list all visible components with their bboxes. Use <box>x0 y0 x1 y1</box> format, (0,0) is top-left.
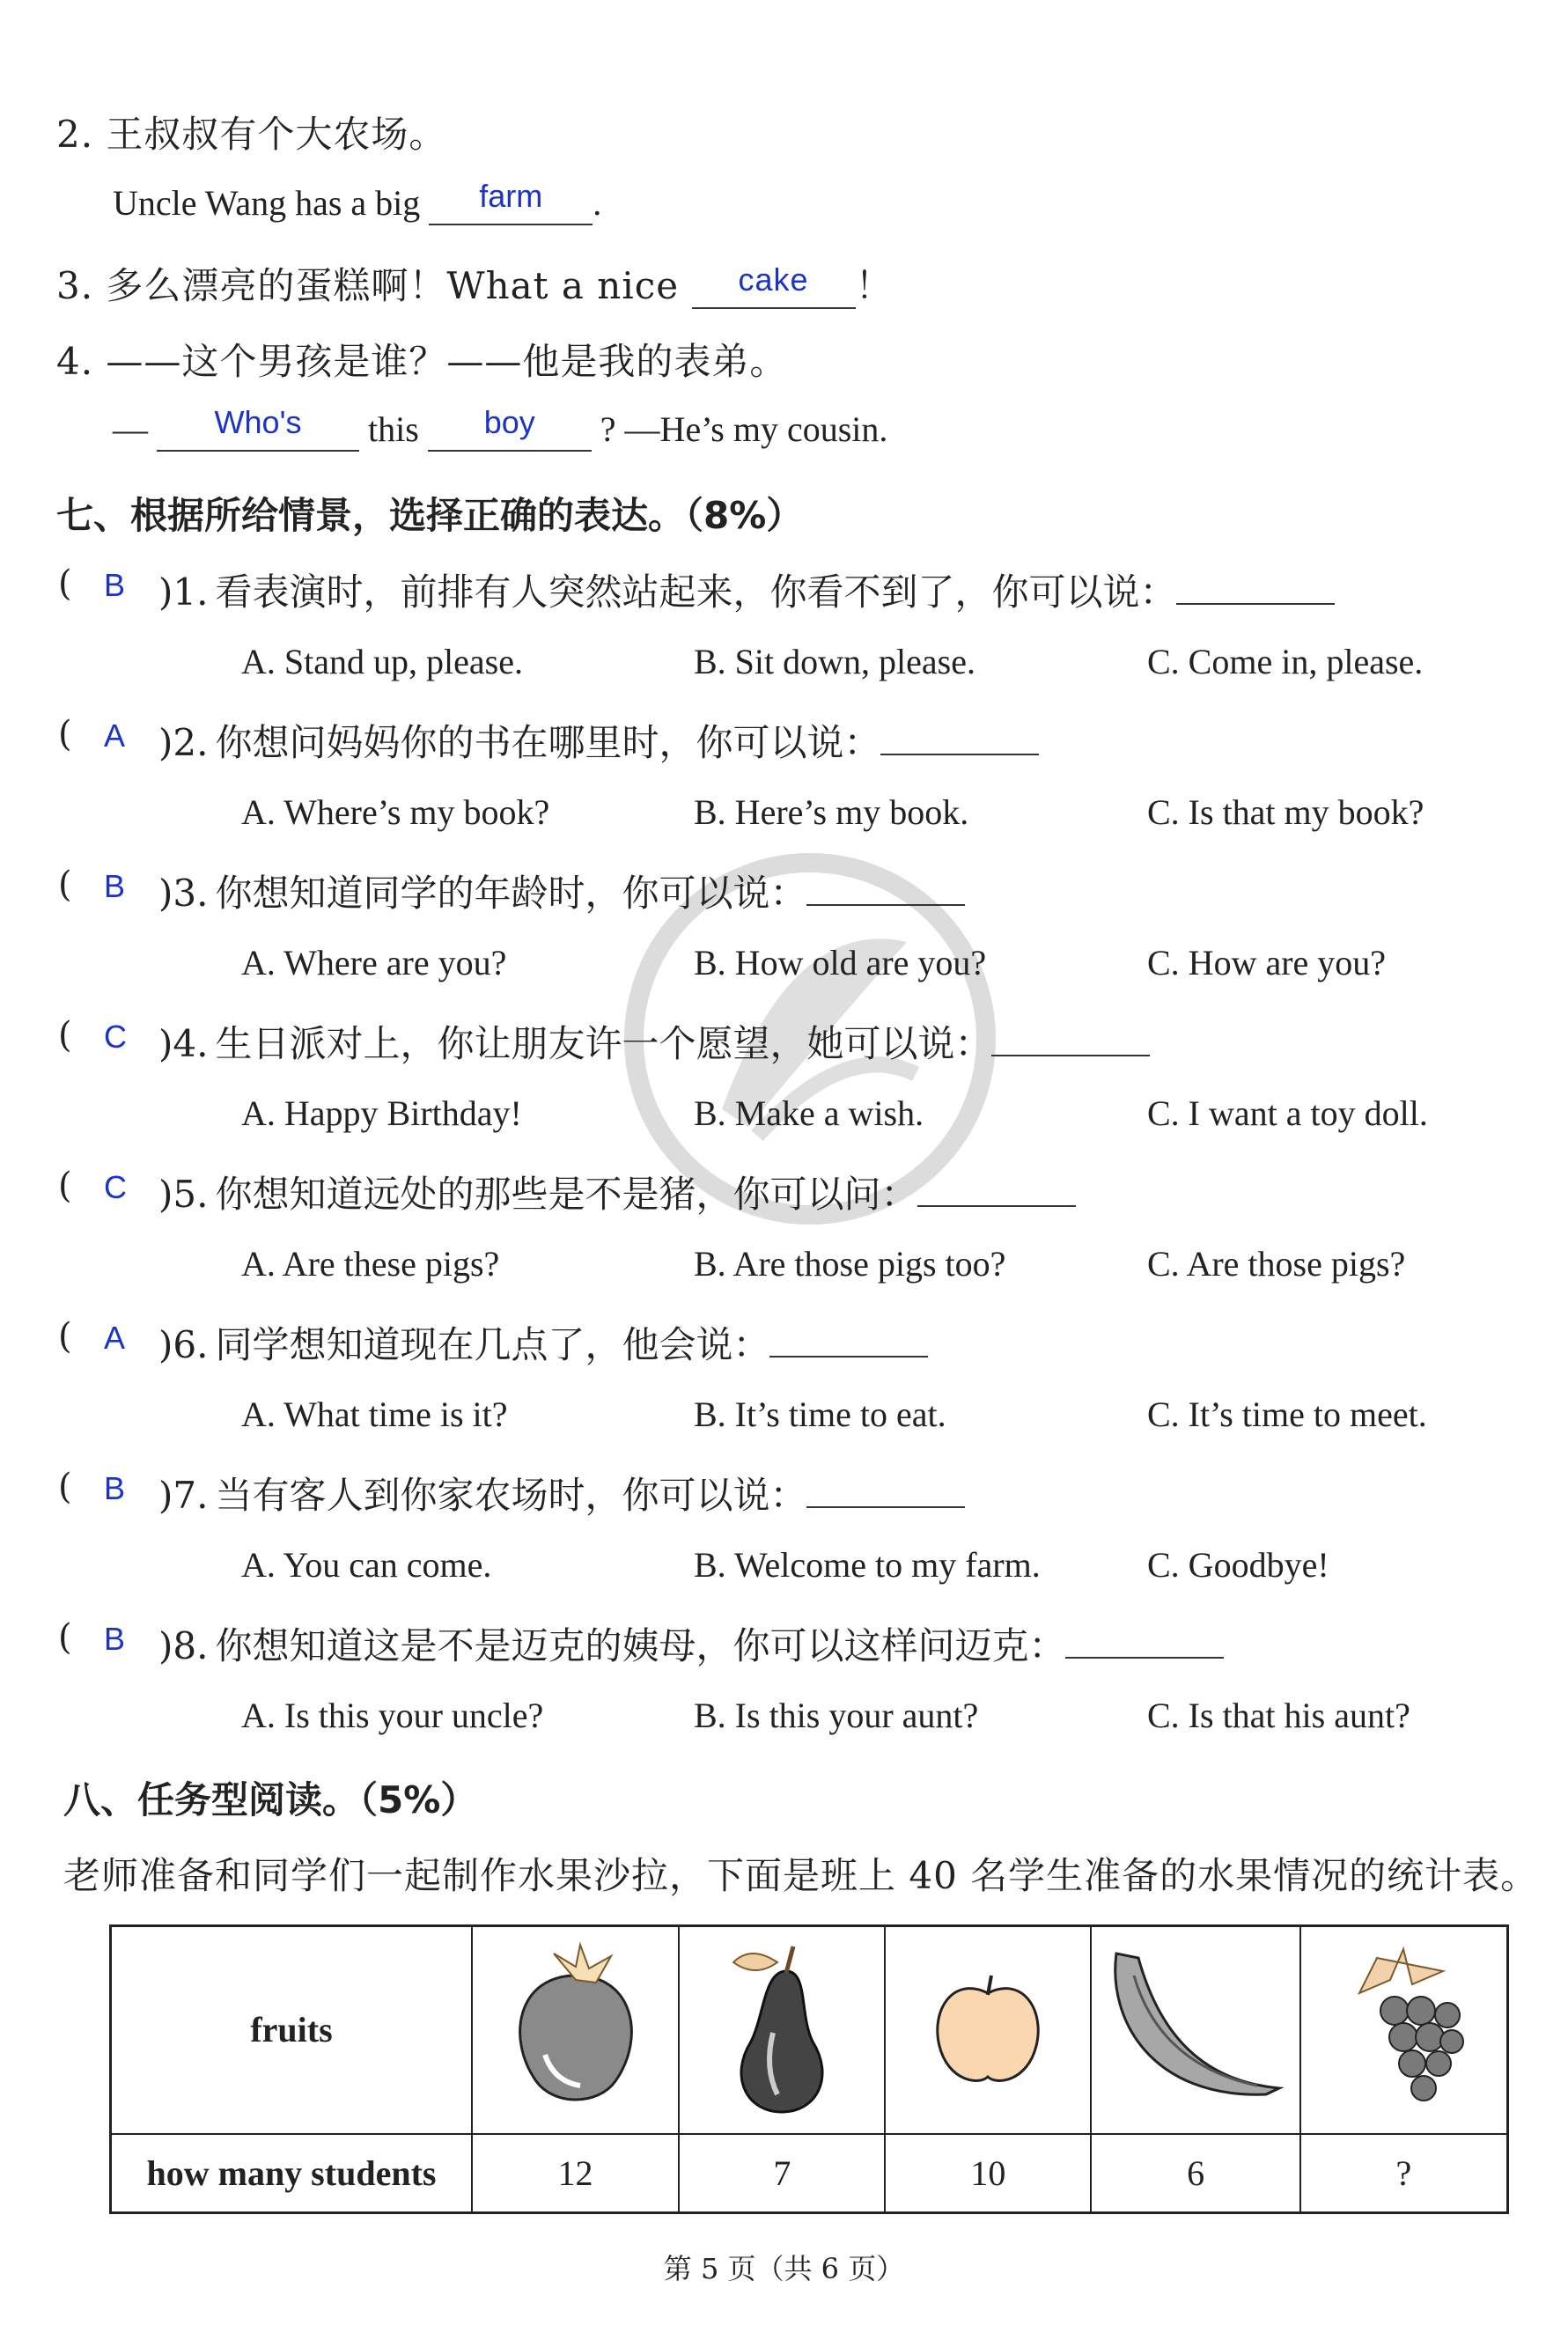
q6-3-suffix: ！ <box>855 264 894 307</box>
option-a[interactable]: A. What time is it? <box>241 1394 508 1434</box>
option-c[interactable]: C. How are you? <box>1147 943 1387 982</box>
answer-letter[interactable]: B <box>104 567 126 603</box>
question-number: )3. <box>158 872 209 915</box>
question-text <box>158 1617 1224 1670</box>
section7-heading: 七、根据所给情景，选择正确的表达。（8%） <box>56 494 804 537</box>
strawberry-icon <box>472 1926 679 2134</box>
count-pear: 7 <box>679 2134 885 2213</box>
option-c[interactable]: C. Are those pigs? <box>1147 1244 1406 1284</box>
fruits-header: fruits <box>111 1926 472 2134</box>
question-prompt: 你想知道远处的那些是不是猪，你可以问： <box>215 1173 918 1216</box>
question-number: )8. <box>158 1624 209 1667</box>
answer-letter[interactable]: B <box>104 1470 126 1506</box>
option-c[interactable]: C. I want a toy doll. <box>1147 1093 1428 1133</box>
q6-4-mid: this <box>368 409 419 449</box>
question-prompt: 你想问妈妈你的书在哪里时，你可以说： <box>215 721 881 764</box>
option-a[interactable]: A. Is this your uncle? <box>241 1696 544 1735</box>
answer-underline <box>769 1329 928 1358</box>
count-apple: 10 <box>885 2134 1091 2213</box>
option-b[interactable]: B. Welcome to my farm. <box>694 1545 1041 1585</box>
question-number: )1. <box>158 570 209 614</box>
page-footer: 第 5 页（共 6 页） <box>663 2252 905 2285</box>
option-a[interactable]: A. Stand up, please. <box>241 642 523 681</box>
answer-paren-open: ( <box>58 1015 72 1056</box>
q6-4-blank1[interactable] <box>157 404 359 452</box>
answer-paren-open: ( <box>58 1166 72 1206</box>
q6-2-answer: farm <box>479 178 543 214</box>
answer-underline <box>806 1480 965 1508</box>
option-b[interactable]: B. Here’s my book. <box>694 792 969 832</box>
question-prompt: 同学想知道现在几点了，他会说： <box>215 1323 770 1366</box>
question-number: )2. <box>158 721 209 764</box>
option-a[interactable]: A. Where are you? <box>241 943 507 982</box>
apple-icon <box>885 1926 1091 2134</box>
question-text <box>158 563 1335 616</box>
question-prompt: 你想知道同学的年龄时，你可以说： <box>215 872 807 915</box>
answer-paren-open: ( <box>58 1316 72 1357</box>
option-a[interactable]: A. Are these pigs? <box>241 1244 500 1284</box>
section8-heading: 八、任务型阅读。（5%） <box>63 1778 478 1821</box>
answer-paren-open: ( <box>58 1467 72 1507</box>
section8-intro: 老师准备和同学们一起制作水果沙拉，下面是班上 40 名学生准备的水果情况的统计表。 <box>63 1854 1539 1897</box>
option-c[interactable]: C. Come in, please. <box>1147 642 1424 681</box>
q6-4-dash: — <box>113 409 148 449</box>
answer-underline <box>880 727 1039 755</box>
question-text <box>158 1467 965 1520</box>
students-header: how many students <box>111 2134 472 2213</box>
answer-letter[interactable]: B <box>104 1621 126 1657</box>
question-text <box>158 1015 1150 1068</box>
q6-4-suffix: ? —He’s my cousin. <box>600 409 888 449</box>
answer-underline <box>991 1028 1150 1056</box>
q6-4-answer1: Who's <box>214 404 302 440</box>
option-b[interactable]: B. Are those pigs too? <box>694 1244 1006 1284</box>
option-a[interactable]: A. Where’s my book? <box>241 792 550 832</box>
fruit-table <box>109 1924 1509 2214</box>
question-number: )6. <box>158 1323 209 1366</box>
q6-3-label: 3. 多么漂亮的蛋糕啊！What a nice <box>56 264 680 307</box>
option-a[interactable]: A. You can come. <box>241 1545 492 1585</box>
answer-paren-open: ( <box>58 563 72 604</box>
table-row-counts <box>111 2134 1508 2213</box>
option-b[interactable]: B. How old are you? <box>694 943 987 982</box>
pear-icon <box>679 1926 885 2134</box>
answer-paren-open: ( <box>58 1617 72 1658</box>
question-prompt: 当有客人到你家农场时，你可以说： <box>215 1474 807 1517</box>
q6-4-answer2: boy <box>483 404 535 440</box>
question-number: )5. <box>158 1173 209 1216</box>
option-c[interactable]: C. Is that my book? <box>1147 792 1424 832</box>
q6-4-english <box>113 404 888 452</box>
option-c[interactable]: C. Goodbye! <box>1147 1545 1329 1585</box>
q6-4-chinese: 4. ——这个男孩是谁？——他是我的表弟。 <box>56 340 788 383</box>
count-strawberry: 12 <box>472 2134 679 2213</box>
answer-underline <box>1176 577 1335 605</box>
q6-2-prefix: Uncle Wang has a big <box>113 183 421 223</box>
question-prompt: 生日派对上，你让朋友许一个愿望，她可以说： <box>215 1022 992 1065</box>
answer-underline <box>806 878 965 906</box>
q6-2-suffix: . <box>593 183 602 223</box>
answer-letter[interactable]: A <box>104 717 126 754</box>
q6-3 <box>56 257 894 310</box>
option-b[interactable]: B. It’s time to eat. <box>694 1394 946 1434</box>
count-banana: 6 <box>1091 2134 1299 2213</box>
answer-underline <box>1065 1630 1224 1659</box>
count-grapes[interactable]: ? <box>1300 2134 1508 2213</box>
grapes-icon <box>1300 1926 1508 2134</box>
table-row-fruits <box>111 1926 1508 2134</box>
answer-letter[interactable]: C <box>104 1169 127 1205</box>
question-text <box>158 1166 1076 1218</box>
question-prompt: 看表演时，前排有人突然站起来，你看不到了，你可以说： <box>215 570 1177 614</box>
option-b[interactable]: B. Sit down, please. <box>694 642 975 681</box>
q6-3-answer: cake <box>738 261 809 298</box>
option-a[interactable]: A. Happy Birthday! <box>241 1093 522 1133</box>
question-prompt: 你想知道这是不是迈克的姨母，你可以这样问迈克： <box>215 1624 1066 1667</box>
answer-letter[interactable]: A <box>104 1320 126 1356</box>
option-b[interactable]: B. Is this your aunt? <box>694 1696 979 1735</box>
answer-letter[interactable]: B <box>104 868 126 904</box>
option-c[interactable]: C. Is that his aunt? <box>1147 1696 1410 1735</box>
q6-2-english <box>113 178 602 225</box>
question-number: )4. <box>158 1022 209 1065</box>
answer-paren-open: ( <box>58 865 72 905</box>
q6-4-blank2[interactable] <box>428 404 592 452</box>
q6-3-blank[interactable] <box>692 261 856 309</box>
question-text <box>158 865 965 917</box>
banana-icon <box>1091 1926 1299 2134</box>
answer-letter[interactable]: C <box>104 1019 127 1055</box>
option-b[interactable]: B. Make a wish. <box>694 1093 924 1133</box>
question-text <box>158 714 1039 767</box>
answer-underline <box>917 1179 1076 1207</box>
answer-paren-open: ( <box>58 714 72 754</box>
q6-2-blank[interactable] <box>429 178 593 225</box>
option-c[interactable]: C. It’s time to meet. <box>1147 1394 1427 1434</box>
question-text <box>158 1316 928 1369</box>
question-number: )7. <box>158 1474 209 1517</box>
q6-2-chinese: 2. 王叔叔有个大农场。 <box>56 113 447 156</box>
